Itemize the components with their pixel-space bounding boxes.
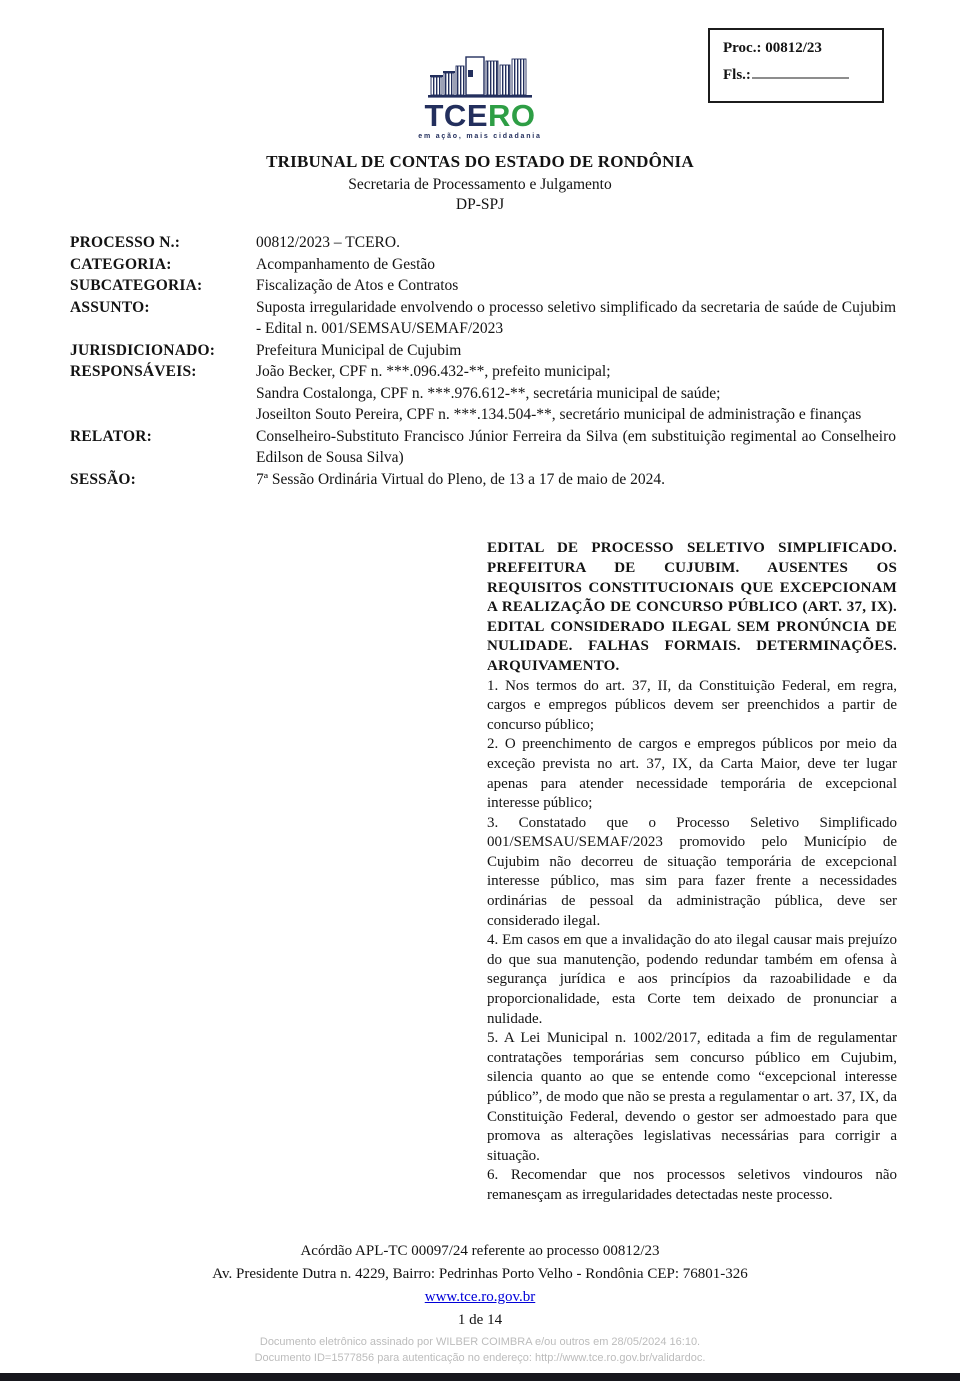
meta-value: Fiscalização de Atos e Contratos (256, 277, 459, 295)
logo-tce-text: TCE (424, 98, 488, 133)
meta-row-responsaveis (70, 361, 896, 426)
ementa-item: 1. Nos termos do art. 37, II, da Constituição Federal, em regra, cargos e empregos públicos devem ser preenchidos a partir de concurso público; (487, 677, 897, 733)
meta-value: Suposta irregularidade envolvendo o processo seletivo simplificado da secretaria de saúde de Cujubim - Edital n. 001/SEMSAU/SEMAF/2023 (256, 298, 896, 338)
logo-tagline: em ação, mais cidadania (418, 133, 542, 140)
page-number: 1 de 14 (457, 1311, 503, 1328)
meta-row-categoria (70, 254, 896, 276)
responsavel-line: Joseilton Souto Pereira, CPF n. ***.134.504-**, secretário municipal de administração e finanças (256, 406, 862, 424)
meta-row-jurisdicionado (70, 340, 896, 362)
responsaveis-list (256, 361, 896, 426)
ementa-item: 4. Em casos em que a invalidação do ato ilegal causar mais prejuízo do que sua manutenção, podendo redundar também em ofensa à segurança jurídica e aos princípios da razoabilidade e da proporcionalidade, esta Corte tem deixado de pronunciar a nulidade. (487, 932, 897, 1027)
signature-line-2: Documento ID=1577856 para autenticação no endereço: http://www.tce.ro.gov.br/validardoc. (254, 1352, 706, 1364)
court-address: Av. Presidente Dutra n. 4229, Bairro: Pedrinhas Porto Velho - Rondônia CEP: 76801-326 (212, 1265, 748, 1282)
meta-row-assunto (70, 297, 896, 340)
website-link[interactable]: www.tce.ro.gov.br (424, 1288, 536, 1305)
meta-row-relator (70, 426, 896, 469)
meta-value: 00812/2023 – TCERO. (256, 234, 400, 252)
bottom-bar (0, 1373, 960, 1381)
page-footer (0, 1240, 960, 1332)
responsavel-line: Sandra Costalonga, CPF n. ***.976.612-**, secretária municipal de saúde; (256, 384, 721, 402)
proc-number: Proc.: 00812/23 (723, 40, 822, 56)
ementa-item: 5. A Lei Municipal n. 1002/2017, editada a fim de regulamentar contratações temporárias sem concurso público em Cujubim, silencia quanto ao que se entende como “excepcional interesse público”, de modo que não se presta a regulamentar o art. 37, IX, da Constituição Federal, devendo o gestor ser admoestado para que promova as alterações legislativas necessárias para corrigir a situação. (487, 1030, 897, 1164)
buildings-icon (427, 53, 533, 99)
meta-label: SESSÃO: (70, 470, 137, 488)
meta-value: Conselheiro-Substituto Francisco Júnior Ferreira da Silva (em substituição regimental ao Conselheiro Edilson de Sousa Silva) (256, 427, 896, 467)
department-code: DP-SPJ (455, 196, 505, 214)
logo-ro-text: RO (488, 98, 536, 133)
page-title: TRIBUNAL DE CONTAS DO ESTADO DE RONDÔNIA (266, 152, 694, 171)
meta-label: RESPONSÁVEIS: (70, 363, 197, 381)
meta-value: 7ª Sessão Ordinária Virtual do Pleno, de 13 a 17 de maio de 2024. (256, 470, 665, 488)
meta-label: PROCESSO N.: (70, 234, 181, 252)
meta-label: ASSUNTO: (70, 298, 150, 316)
meta-label: JURISDICIONADO: (70, 341, 216, 359)
ementa-item: 2. O preenchimento de cargos e empregos públicos por meio da exceção prevista no art. 37, IX, da Carta Maior, deve ter lugar apenas para atender necessidade temporária de excepcional interesse público; (487, 736, 897, 812)
meta-label: RELATOR: (70, 427, 152, 445)
signature-line-1: Documento eletrônico assinado por WILBER COIMBRA e/ou outros em 28/05/2024 16:10. (259, 1336, 701, 1348)
acordao-reference: Acórdão APL-TC 00097/24 referente ao processo 00812/23 (300, 1242, 660, 1259)
meta-label: SUBCATEGORIA: (70, 277, 203, 295)
ementa-item: 6. Recomendar que nos processos seletivos vindouros não remanesçam as irregularidades detectadas neste processo. (487, 1167, 897, 1203)
fls-row (723, 66, 869, 84)
ementa-item: 3. Constatado que o Processo Seletivo Simplificado 001/SEMSAU/SEMAF/2023 promovido pelo Município de Cujubim não decorreu de situação temporária de excepcional interesse público, mas sim para fazer frente a necessidades ordinárias de pessoal da administração pública, deve ser considerado ilegal. (487, 814, 897, 929)
page-subtitle: Secretaria de Processamento e Julgamento (348, 176, 612, 194)
meta-value: Prefeitura Municipal de Cujubim (256, 341, 462, 359)
meta-row-subcategoria (70, 275, 896, 297)
ementa-headline: EDITAL DE PROCESSO SELETIVO SIMPLIFICADO. PREFEITURA DE CUJUBIM. AUSENTES OS REQUISITOS CONSTITUCIONAIS QUE EXCEPCIONAM A REALIZAÇÃO DE CONCURSO PÚBLICO (ART. 37, IX). EDITAL CONSIDERADO ILEGAL SEM PRONÚNCIA DE NULIDADE. FALHAS FORMAIS. DETERMINAÇÕES. ARQUIVAMENTO. (487, 540, 897, 674)
process-metadata (70, 232, 896, 490)
meta-label: CATEGORIA: (70, 255, 172, 273)
meta-row-sessao (70, 469, 896, 491)
signature-note (0, 1334, 960, 1366)
responsavel-line: João Becker, CPF n. ***.096.432-**, prefeito municipal; (256, 363, 611, 381)
proc-box (708, 28, 884, 103)
meta-row-processo (70, 232, 896, 254)
fls-label: Fls.: (723, 67, 751, 83)
meta-value: Acompanhamento de Gestão (256, 255, 436, 273)
title-block (0, 151, 960, 215)
logo-wordmark (0, 100, 960, 131)
ementa-block (487, 539, 897, 1205)
fls-blank-line (752, 66, 849, 79)
